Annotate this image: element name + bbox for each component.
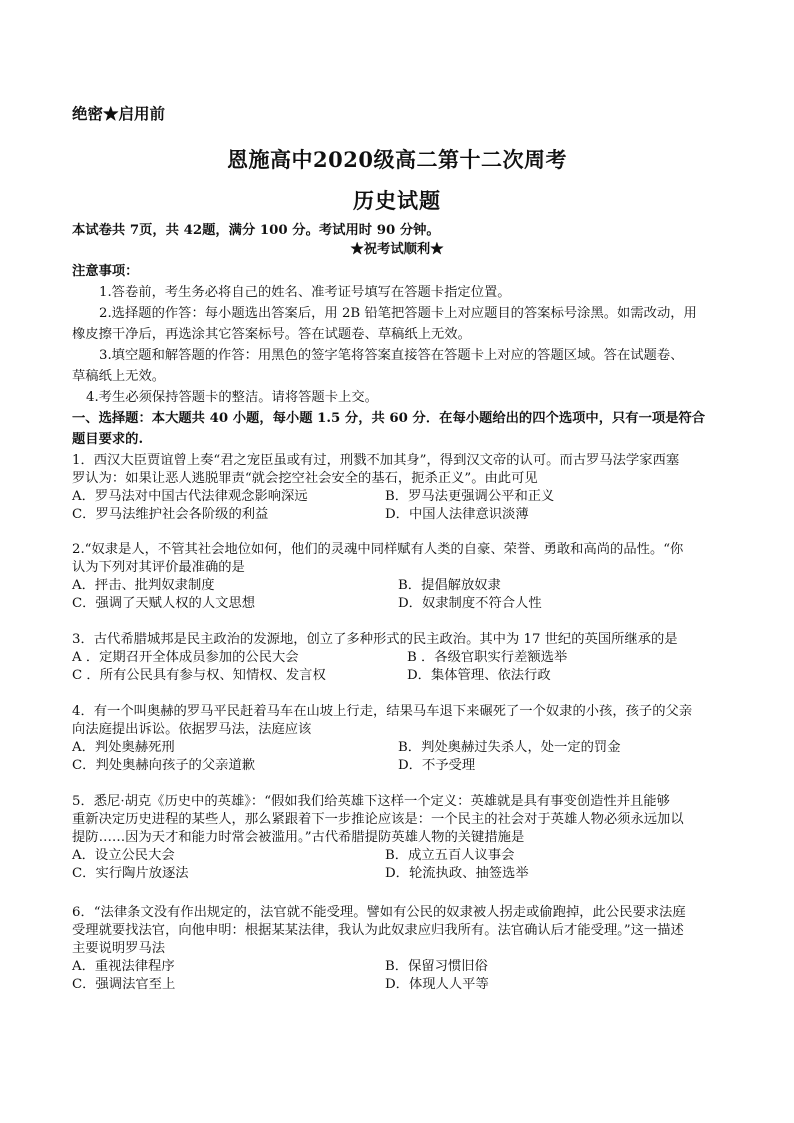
question-3-stem: 3．古代希腊城邦是民主政治的发源地，创立了多种形式的民主政治。其中为 17 世纪的英国所继承的是 <box>72 632 678 647</box>
question-6-stem: 6．“法律条文没有作出规定的，法官就不能受理。譬如有公民的奴隶被人拐走或偷跑掉，此公民要求法庭 <box>72 905 686 920</box>
question-2-option-b: B．提倡解放奴隶 <box>398 578 501 593</box>
note-1: 1.答卷前，考生务必将自己的姓名、准考证号填写在答题卡指定位置。 <box>99 285 511 300</box>
question-3-option-a: A ．定期召开全体成员参加的公民大会 <box>72 650 299 665</box>
question-4-option-b: B．判处奥赫过失杀人，处一定的罚金 <box>398 740 621 755</box>
question-1-option-d: D．中国人法律意识淡薄 <box>385 507 529 522</box>
question-1-option-c: C．罗马法维护社会各阶级的利益 <box>72 507 269 522</box>
question-5-option-c: C．实行陶片放逐法 <box>72 866 189 881</box>
exam-title: 恩施高中2020级高二第十二次周考 <box>227 147 567 172</box>
exam-info: 本试卷共 7页，共 42题，满分 100 分。考试用时 90 分钟。 <box>72 223 440 238</box>
notes-heading: 注意事项： <box>72 264 139 279</box>
question-2-stem-cont: 认为下列对其评价最准确的是 <box>72 560 245 575</box>
question-6-option-d: D．体现人人平等 <box>385 977 489 992</box>
question-5-stem-cont2: 提防……因为天才和能力时常会被滥用。”古代希腊提防英雄人物的关键措施是 <box>72 830 525 845</box>
question-6-stem-cont2: 主要说明罗马法 <box>72 941 166 956</box>
question-4-option-a: A．判处奥赫死刑 <box>72 740 175 755</box>
question-2-stem: 2.“奴隶是人，不管其社会地位如何，他们的灵魂中同样赋有人类的自豪、荣誉、勇敢和高尚的品性。“你 <box>72 542 684 557</box>
confidential-label: 绝密★启用前 <box>72 104 166 123</box>
question-4-stem-cont: 向法庭提出诉讼。依据罗马法，法庭应该 <box>72 722 312 737</box>
note-2: 2.选择题的作答：每小题选出答案后，用 2B 铅笔把答题卡上对应题目的答案标号涂黑。如需改动，用 <box>99 306 697 321</box>
question-1-stem-cont: 罗认为：如果让恶人逃脱罪责“就会挖空社会安全的基石，扼杀正义”。由此可见 <box>72 471 538 486</box>
question-5-option-b: B．成立五百人议事会 <box>385 848 515 863</box>
question-1-option-b: B．罗马法更强调公平和正义 <box>385 489 555 504</box>
good-luck-line: ★祝考试顺利★ <box>350 242 444 257</box>
question-3-option-c: C ．所有公民具有参与权、知情权、发言权 <box>72 668 326 683</box>
question-5-stem-cont: 重新决定历史进程的某些人，那么紧跟着下一步推论应该是：一个民主的社会对于英雄人物必须永远加以 <box>72 812 684 827</box>
question-2-option-a: A．抨击、批判奴隶制度 <box>72 578 215 593</box>
note-2-cont: 橡皮擦干净后，再选涂其它答案标号。答在试题卷、草稿纸上无效。 <box>72 327 471 342</box>
note-4: 4.考生必须保持答题卡的整洁。请将答题卡上交。 <box>86 390 378 405</box>
question-6-option-a: A．重视法律程序 <box>72 959 175 974</box>
question-1-stem: 1．西汉大臣贾谊曾上奏“君之宠臣虽或有过，刑戮不加其身”，得到汉文帝的认可。而古罗马法学家西塞 <box>72 453 680 468</box>
question-1-option-a: A．罗马法对中国古代法律观念影响深远 <box>72 489 308 504</box>
question-2-option-c: C．强调了天赋人权的人文思想 <box>72 596 256 611</box>
question-5-stem: 5．悉尼·胡克《历史中的英雄》：“假如我们给英雄下这样一个定义：英雄就是具有事变创造性并且能够 <box>72 794 670 809</box>
subject-title: 历史试题 <box>353 188 441 213</box>
question-5-option-a: A．设立公民大会 <box>72 848 175 863</box>
question-4-option-c: C．判处奥赫向孩子的父亲道歉 <box>72 758 256 773</box>
question-4-stem: 4．有一个叫奥赫的罗马平民赶着马车在山坡上行走，结果马车退下来碾死了一个奴隶的小孩，孩子的父亲 <box>72 704 693 719</box>
section-heading: 一、选择题：本大题共 40 小题，每小题 1.5 分，共 60 分．在每小题给出的四个选项中，只有一项是符合 <box>72 411 706 426</box>
question-5-option-d: D．轮流执政、抽签选举 <box>385 866 529 881</box>
question-6-option-c: C．强调法官至上 <box>72 977 176 992</box>
question-3-option-d: D．集体管理、依法行政 <box>407 668 551 683</box>
note-3: 3.填空题和解答题的作答：用黑色的签字笔将答案直接答在答题卡上对应的答题区域。答在试题卷、 <box>99 348 684 363</box>
question-4-option-d: D．不予受理 <box>398 758 476 773</box>
section-heading-cont: 题目要求的. <box>72 432 144 447</box>
question-6-option-b: B．保留习惯旧俗 <box>385 959 488 974</box>
question-2-option-d: D．奴隶制度不符合人性 <box>398 596 542 611</box>
question-6-stem-cont: 受理就要找法官，向他申明：根据某某法律，我认为此奴隶应归我所有。法官确认后才能受理。”这一描述 <box>72 923 684 938</box>
question-3-option-b: B ．各级官职实行差额选举 <box>407 650 568 665</box>
note-3-cont: 草稿纸上无效。 <box>72 369 166 384</box>
